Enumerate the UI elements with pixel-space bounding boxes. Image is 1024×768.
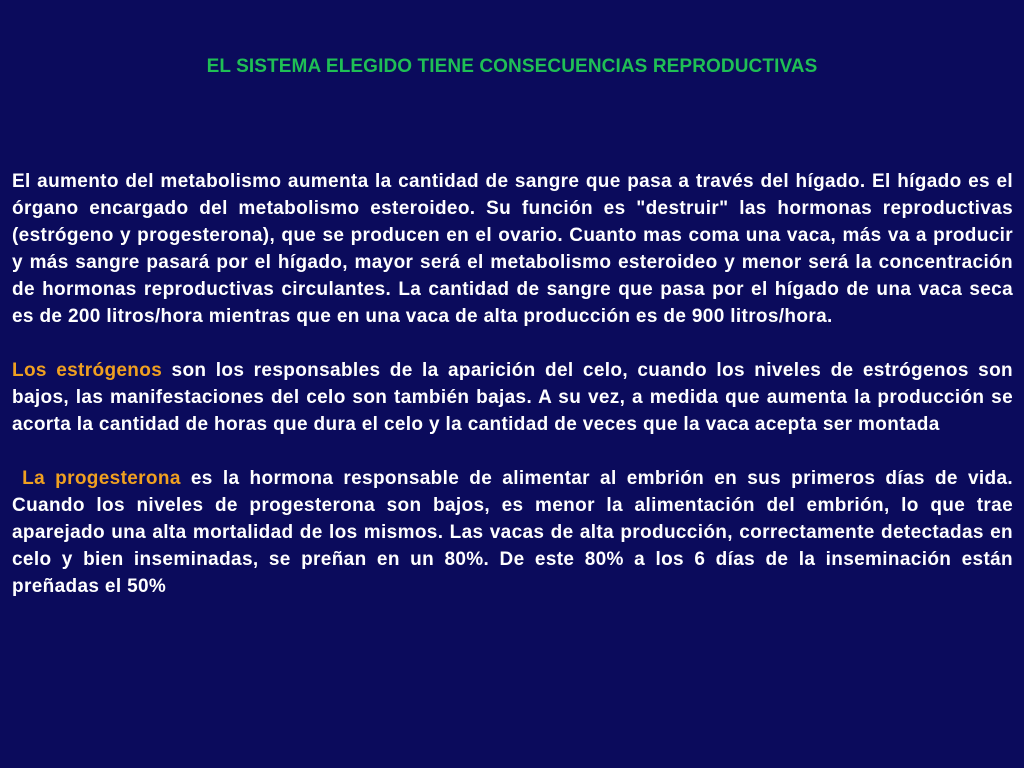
- paragraph-estrogens: [12, 357, 1013, 438]
- highlight-estrogens: Los estrógenos: [12, 360, 163, 381]
- paragraph-metabolism: El aumento del metabolismo aumenta la cantidad de sangre que pasa a través del hígado. El hígado es el órgano encargado del metabolismo esteroideo. Su función es "destruir" las hormonas reproductivas (estrógeno y progesterona), que se producen en el ovario. Cuanto mas coma una vaca, más va a producir y más sangre pasará por el hígado, mayor será el metabolismo esteroideo y menor será la concentración de hormonas reproductivas circulantes. La cantidad de sangre que pasa por el hígado de una vaca seca es de 200 litros/hora mientras que en una vaca de alta producción es de 900 litros/hora.: [12, 171, 1013, 327]
- highlight-progesterone: La progesterona: [22, 468, 181, 489]
- slide-title: EL SISTEMA ELEGIDO TIENE CONSECUENCIAS REPRODUCTIVAS: [206, 56, 818, 77]
- paragraph-progesterone: [12, 465, 1013, 600]
- paragraph-estrogens-text: son los responsables de la aparición del celo, cuando los niveles de estrógenos son bajos, las manifestaciones del celo son también bajas. A su vez, a medida que aumenta la producción se acorta la cantidad de horas que dura el celo y la cantidad de veces que la vaca acepta ser montada: [12, 360, 1013, 435]
- slide-body: [12, 168, 1013, 600]
- paragraph-progesterone-text: es la hormona responsable de alimentar al embrión en sus primeros días de vida. Cuando los niveles de progesterona son bajos, es menor la alimentación del embrión, lo que trae aparejado una alta mortalidad de los mismos. Las vacas de alta producción, correctamente detectadas en celo y bien inseminadas, se preñan en un 80%. De este 80% a los 6 días de la inseminación están preñadas el 50%: [12, 468, 1014, 597]
